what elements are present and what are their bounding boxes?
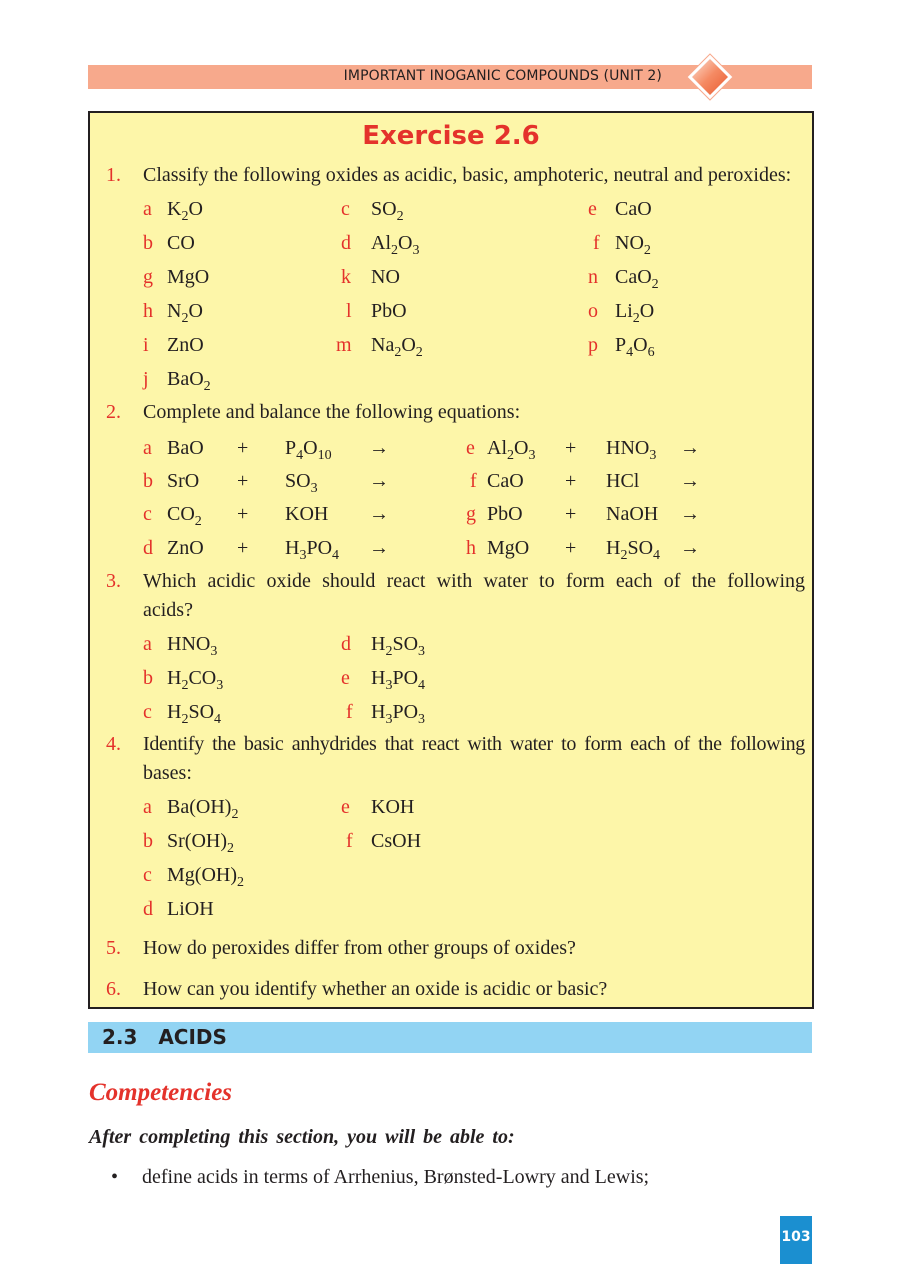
plus-sign: + [565, 470, 577, 492]
question-text-continued: acids? [143, 599, 193, 621]
formula: CaO [615, 198, 652, 220]
exercise-box [88, 111, 814, 1009]
plus-sign: + [565, 503, 577, 525]
item-label: j [143, 368, 149, 390]
formula: ZnO [167, 334, 204, 356]
arrow-icon: → [680, 537, 700, 559]
formula: CsOH [371, 830, 422, 852]
plus-sign: + [565, 437, 577, 459]
reactant: $H_2SO_4$ [606, 537, 661, 563]
arrow-icon: → [369, 537, 389, 559]
running-header-title: IMPORTANT INOGANIC COMPOUNDS (UNIT 2) [343, 68, 662, 84]
item-label: a [143, 437, 152, 459]
arrow-icon: → [369, 470, 389, 492]
formula: $H_2CO_3$ [167, 667, 224, 693]
plus-sign: + [237, 437, 249, 459]
item-label: b [143, 470, 153, 492]
page-number: 103 [781, 1229, 811, 1245]
formula: PbO [371, 300, 407, 322]
question-number: 6. [106, 978, 121, 1000]
formula: $H_2SO_3$ [371, 633, 426, 659]
item-label: a [143, 198, 152, 220]
item-label: e [341, 667, 350, 689]
item-label: l [346, 300, 352, 322]
arrow-icon: → [680, 503, 700, 525]
item-label: n [588, 266, 598, 288]
formula: $Na_2O_2$ [371, 334, 423, 360]
question-text-continued: bases: [143, 762, 192, 784]
item-label: c [143, 701, 152, 723]
reactant: HCl [606, 470, 640, 492]
item-label: a [143, 633, 152, 655]
formula: $H_3PO_4$ [371, 667, 426, 693]
item-label: b [143, 232, 153, 254]
reactant: $SO_3$ [285, 470, 318, 496]
item-label: e [466, 437, 475, 459]
reactant: MgO [487, 537, 530, 559]
formula: $SO_2$ [371, 198, 404, 224]
competencies-heading: Competencies [89, 1079, 233, 1106]
formula: $H_2SO_4$ [167, 701, 222, 727]
formula: $P_4O_6$ [615, 334, 655, 360]
formula: MgO [167, 266, 210, 288]
item-label: b [143, 667, 153, 689]
item-label: g [143, 266, 153, 288]
item-label: d [341, 232, 351, 254]
plus-sign: + [237, 470, 249, 492]
formula: $H_3PO_3$ [371, 701, 426, 727]
question-number: 2. [106, 401, 121, 423]
item-label: d [143, 898, 153, 920]
item-label: i [143, 334, 149, 356]
item-label: c [143, 503, 152, 525]
question-text: How do peroxides differ from other groups of oxides? [143, 937, 576, 959]
question-text: Identify the basic anhydrides that react with water to form each of the following [143, 733, 805, 755]
question-number: 3. [106, 570, 121, 592]
question-text: Complete and balance the following equations: [143, 401, 521, 423]
formula: LiOH [167, 898, 214, 920]
formula: $N_2O$ [167, 300, 203, 326]
formula: BaO$_2$ [167, 368, 211, 394]
item-label: o [588, 300, 598, 322]
item-label: f [346, 701, 353, 723]
reactant: $H_3PO_4$ [285, 537, 340, 563]
item-label: f [470, 470, 477, 492]
item-label: e [341, 796, 350, 818]
reactant: NaOH [606, 503, 659, 525]
question-number: 4. [106, 733, 121, 755]
question-text: Classify the following oxides as acidic, basic, amphoteric, neutral and peroxides: [143, 164, 792, 186]
reactant: KOH [285, 503, 329, 525]
section-heading-band [88, 1022, 812, 1053]
item-label: b [143, 830, 153, 852]
reactant: $Al_2O_3$ [487, 437, 536, 463]
formula: CaO$_2$ [615, 266, 659, 292]
reactant: $CO_2$ [167, 503, 202, 529]
formula: $Sr(OH)_2$ [167, 830, 234, 856]
reactant: CaO [487, 470, 524, 492]
formula: $HNO_3$ [167, 633, 218, 659]
question-number: 5. [106, 937, 121, 959]
header-diamond-icon [686, 53, 734, 101]
item-label: f [346, 830, 353, 852]
section-title: 2.3 ACIDS [102, 1025, 227, 1049]
plus-sign: + [565, 537, 577, 559]
formula: CO [167, 232, 195, 254]
formula: NO [371, 266, 400, 288]
formula: $Li_2O$ [615, 300, 655, 326]
formula: KOH [371, 796, 415, 818]
question-text: How can you identify whether an oxide is acidic or basic? [143, 978, 608, 1000]
item-label: d [143, 537, 153, 559]
reactant: $HNO_3$ [606, 437, 657, 463]
item-label: d [341, 633, 351, 655]
item-label: k [341, 266, 351, 288]
item-label: a [143, 796, 152, 818]
item-label: g [466, 503, 476, 525]
page-number-tab [780, 1216, 812, 1264]
reactant: PbO [487, 503, 523, 525]
competencies-intro: After completing this section, you will be able to: [89, 1126, 515, 1148]
question-text: Which acidic oxide should react with water to form each of the following [143, 570, 805, 592]
arrow-icon: → [369, 503, 389, 525]
arrow-icon: → [680, 470, 700, 492]
formula: $NO_2$ [615, 232, 651, 258]
item-label: c [341, 198, 350, 220]
reactant: BaO [167, 437, 204, 459]
formula: $Mg(OH)_2$ [167, 864, 244, 890]
formula: $Al_2O_3$ [371, 232, 420, 258]
plus-sign: + [237, 537, 249, 559]
plus-sign: + [237, 503, 249, 525]
reactant: SrO [167, 470, 200, 492]
formula: $Ba(OH)_2$ [167, 796, 239, 822]
question-number: 1. [106, 164, 121, 186]
arrow-icon: → [680, 437, 700, 459]
item-label: m [336, 334, 352, 356]
reactant: ZnO [167, 537, 204, 559]
item-label: c [143, 864, 152, 886]
item-label: e [588, 198, 597, 220]
reactant: $P_4O_{10}$ [285, 437, 332, 463]
item-label: h [466, 537, 476, 559]
arrow-icon: → [369, 437, 389, 459]
item-label: p [588, 334, 598, 356]
item-label: f [593, 232, 600, 254]
formula: $K_2O$ [167, 198, 203, 224]
bullet-icon: • [111, 1166, 119, 1188]
exercise-title: Exercise 2.6 [362, 121, 540, 151]
item-label: h [143, 300, 153, 322]
competency-item: define acids in terms of Arrhenius, Brønsted-Lowry and Lewis; [142, 1166, 650, 1188]
